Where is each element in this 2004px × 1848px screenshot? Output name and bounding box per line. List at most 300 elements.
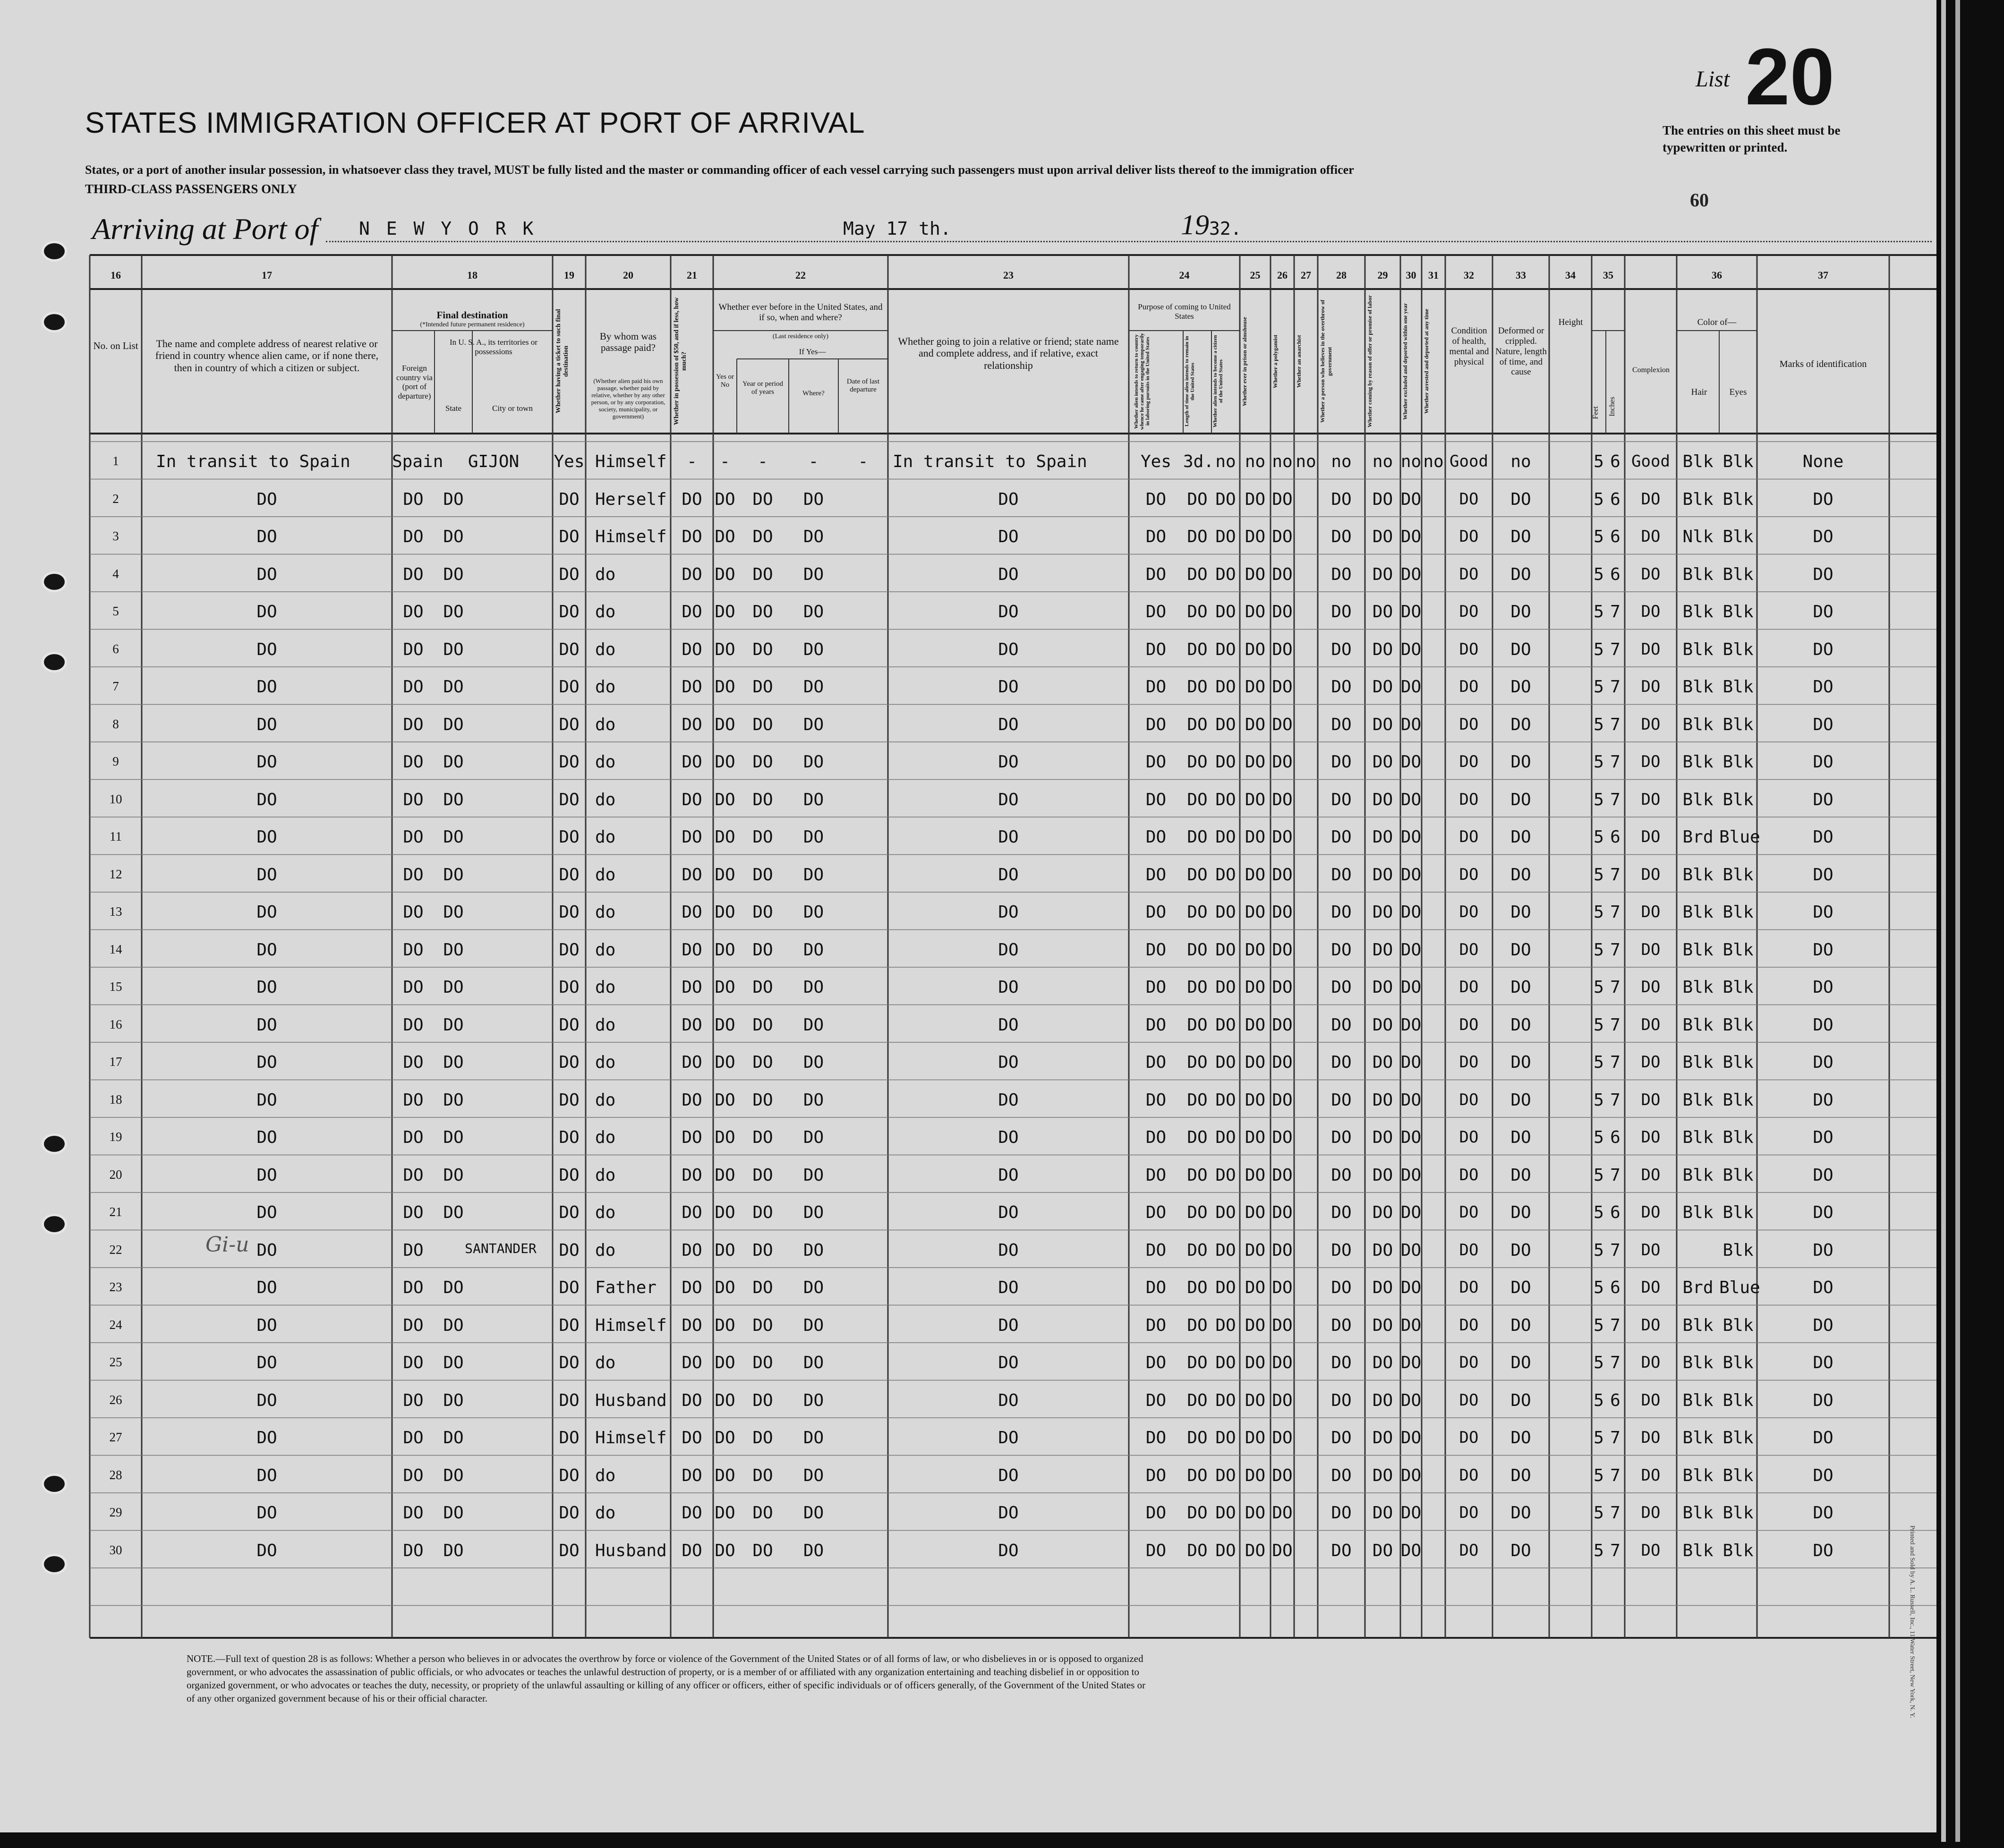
cell-destination-state: DO (443, 752, 464, 772)
cell-prison: DO (1245, 790, 1266, 809)
cell-overthrow: DO (1331, 978, 1352, 997)
cell-before-where: DO (803, 827, 824, 847)
header-final-destination: Final destination (436, 309, 508, 321)
cell-join-relative: DO (998, 1278, 1019, 1297)
cell-fifty-dollars: DO (682, 1278, 702, 1297)
cell-before-where: DO (803, 1315, 824, 1335)
cell-before-yes-no: DO (715, 790, 735, 809)
cell-before-where: DO (803, 1428, 824, 1448)
cell-prison: DO (1245, 1428, 1266, 1448)
cell-purpose-return: DO (1145, 1353, 1167, 1372)
cell-purpose-length: DO (1187, 827, 1208, 847)
cell-before-where: DO (803, 865, 824, 885)
cell-polygamist: DO (1272, 1053, 1293, 1072)
cell-foreign-country: DO (403, 564, 424, 584)
cell-excluded: DO (1400, 827, 1422, 847)
cell-hair-color: Blk (1682, 1541, 1714, 1560)
cell-overthrow: DO (1331, 752, 1352, 772)
cell-before-where: DO (803, 1015, 824, 1035)
cell-before-yes-no: DO (715, 715, 735, 734)
cell-ticket: DO (559, 1090, 580, 1110)
cell-join-relative: DO (998, 1053, 1019, 1072)
cell-identification-marks: DO (1813, 1465, 1833, 1485)
cell-height-feet: 5 (1594, 940, 1604, 960)
cell-fifty-dollars: DO (682, 790, 702, 809)
cell-health: DO (1459, 1128, 1479, 1147)
cell-eye-color: Blk (1723, 1465, 1754, 1485)
cell-prison: DO (1245, 978, 1266, 997)
header-if-yes: If Yes— (799, 347, 826, 356)
cell-polygamist: DO (1272, 790, 1293, 809)
cell-destination-state: DO (443, 489, 464, 509)
cell-purpose-length: DO (1187, 677, 1208, 697)
cell-foreign-country: DO (403, 1165, 424, 1185)
cell-ticket: DO (559, 865, 580, 885)
cell-passage-paid-by: do (595, 1353, 616, 1372)
cell-complexion: DO (1641, 1090, 1661, 1109)
cell-before-period: DO (752, 639, 773, 659)
cell-excluded: DO (1400, 1541, 1422, 1560)
cell-purpose-length: DO (1187, 978, 1208, 997)
cell-before-yes-no: DO (715, 1240, 735, 1260)
cell-join-relative: DO (998, 1240, 1019, 1260)
cell-excluded: DO (1400, 903, 1422, 922)
cell-before-period: DO (752, 1428, 773, 1448)
cell-purpose-citizen: DO (1215, 1128, 1236, 1147)
cell-polygamist: DO (1272, 978, 1293, 997)
cell-height-inches: 7 (1610, 1465, 1620, 1485)
header-date-departure: Date of last departure (846, 378, 880, 394)
cell-passage-paid-by: do (595, 602, 616, 622)
cell-complexion: DO (1641, 827, 1661, 846)
cell-join-relative: DO (998, 1503, 1019, 1523)
list-label: List (1696, 67, 1730, 92)
cell-passage-paid-by: do (595, 1128, 616, 1147)
cell-height-inches: 7 (1610, 903, 1620, 922)
cell-deformed: DO (1510, 752, 1531, 772)
cell-before-period: DO (752, 1128, 773, 1147)
cell-foreign-country: DO (403, 827, 424, 847)
cell-labor-offer: DO (1372, 715, 1393, 734)
cell-health: DO (1459, 1428, 1479, 1447)
cell-polygamist: DO (1272, 527, 1293, 546)
cell-arrested: no (1423, 452, 1444, 471)
cell-deformed: DO (1510, 1165, 1531, 1185)
cell-before-yes-no: DO (715, 1428, 735, 1448)
cell-destination-state: DO (443, 1503, 464, 1523)
cell-relative-address: DO (256, 1541, 277, 1560)
cell-relative-address: DO (256, 1128, 277, 1147)
cell-eye-color: Blue (1719, 1278, 1760, 1297)
cell-foreign-country: DO (403, 489, 424, 509)
cell-join-relative: DO (998, 1015, 1019, 1035)
cell-ticket: DO (559, 639, 580, 659)
cell-health: DO (1459, 489, 1479, 509)
cell-height-feet: 5 (1594, 1015, 1604, 1035)
cell-join-relative: DO (998, 1428, 1019, 1448)
cell-complexion: DO (1641, 1390, 1661, 1410)
header-question-29: Whether coming by reason of offer or promise of labor (1366, 295, 1373, 427)
row-number: 13 (109, 904, 122, 919)
row-number: 10 (109, 792, 122, 806)
header-height: Height (1558, 317, 1583, 327)
cell-before-period: DO (752, 1315, 773, 1335)
cell-deformed: DO (1510, 790, 1531, 809)
cell-health: DO (1459, 602, 1479, 621)
column-number: 24 (1179, 269, 1190, 281)
cell-fifty-dollars: DO (682, 1203, 702, 1222)
cell-ticket: DO (559, 1541, 580, 1560)
cell-height-inches: 6 (1610, 1278, 1620, 1297)
cell-hair-color: Blk (1682, 1428, 1714, 1448)
row-number: 5 (112, 604, 119, 618)
cell-polygamist: DO (1272, 1165, 1293, 1185)
cell-hair-color: Blk (1682, 752, 1714, 772)
cell-relative-address: DO (256, 865, 277, 885)
cell-excluded: no (1400, 452, 1422, 471)
cell-foreign-country: DO (403, 903, 424, 922)
cell-ticket: DO (559, 1203, 580, 1222)
cell-relative-address: DO (256, 1353, 277, 1372)
cell-deformed: DO (1510, 489, 1531, 509)
cell-hair-color: Blk (1682, 489, 1714, 509)
cell-excluded: DO (1400, 527, 1422, 546)
cell-health: DO (1459, 1165, 1479, 1184)
cell-passage-paid-by: do (595, 940, 616, 960)
cell-passage-paid-by: do (595, 715, 616, 734)
cell-before-period: - (758, 452, 768, 471)
cell-foreign-country: DO (403, 1278, 424, 1297)
cell-height-inches: 7 (1610, 1053, 1620, 1072)
cell-before-period: DO (752, 1278, 773, 1297)
cell-before-yes-no: DO (715, 903, 735, 922)
cell-polygamist: DO (1272, 639, 1293, 659)
cell-overthrow: DO (1331, 489, 1352, 509)
cell-foreign-country: DO (403, 602, 424, 622)
cell-purpose-length: DO (1187, 940, 1208, 960)
cell-polygamist: DO (1272, 940, 1293, 960)
cell-before-period: DO (752, 940, 773, 960)
cell-height-inches: 7 (1610, 978, 1620, 997)
cell-foreign-country: DO (403, 1503, 424, 1523)
cell-purpose-citizen: DO (1215, 1315, 1236, 1335)
cell-prison: DO (1245, 1465, 1266, 1485)
cell-excluded: DO (1400, 1165, 1422, 1185)
cell-complexion: DO (1641, 1128, 1661, 1147)
cell-purpose-citizen: DO (1215, 1353, 1236, 1372)
cell-excluded: DO (1400, 564, 1422, 584)
header-passage-paid: By whom was passage paid? (599, 331, 657, 354)
cell-foreign-country: DO (403, 1315, 424, 1335)
cell-labor-offer: DO (1372, 639, 1393, 659)
cell-excluded: DO (1400, 790, 1422, 809)
cell-purpose-length: DO (1187, 715, 1208, 734)
cell-fifty-dollars: DO (682, 978, 702, 997)
cell-fifty-dollars: DO (682, 677, 702, 697)
cell-eye-color: Blue (1719, 827, 1760, 847)
cell-ticket: DO (559, 1165, 580, 1185)
cell-passage-paid-by: do (595, 1053, 616, 1072)
header-state: State (445, 404, 461, 413)
header-foreign-country: Foreign country via (port of departure) (396, 364, 433, 400)
cell-height-inches: 6 (1610, 489, 1620, 509)
cell-ticket: DO (559, 489, 580, 509)
cell-identification-marks: DO (1813, 677, 1833, 697)
cell-hair-color: Blk (1682, 1165, 1714, 1185)
cell-health: DO (1459, 1315, 1479, 1335)
cell-polygamist: DO (1272, 1090, 1293, 1110)
column-number: 32 (1464, 269, 1474, 281)
row-number: 18 (109, 1092, 122, 1107)
cell-ticket: DO (559, 677, 580, 697)
cell-overthrow: DO (1331, 602, 1352, 622)
cell-relative-address: DO (256, 1315, 277, 1335)
cell-before-period: DO (752, 1390, 773, 1410)
cell-before-where: DO (803, 489, 824, 509)
header-no-on-list: No. on List (93, 340, 138, 351)
cell-excluded: DO (1400, 602, 1422, 622)
row-number: 16 (109, 1017, 122, 1031)
cell-fifty-dollars: DO (682, 1428, 702, 1448)
cell-prison: DO (1245, 1390, 1266, 1410)
cell-height-inches: 7 (1610, 1315, 1620, 1335)
cell-before-period: DO (752, 602, 773, 622)
cell-height-inches: 6 (1610, 564, 1620, 584)
cell-complexion: DO (1641, 527, 1661, 546)
cell-height-feet: 5 (1594, 1203, 1604, 1222)
cell-purpose-citizen: DO (1215, 1465, 1236, 1485)
cell-eye-color: Blk (1723, 602, 1754, 622)
cell-before-yes-no: DO (715, 1090, 735, 1110)
cell-purpose-length: DO (1187, 602, 1208, 622)
cell-join-relative: DO (998, 827, 1019, 847)
cell-ticket: DO (559, 790, 580, 809)
cell-eye-color: Blk (1723, 564, 1754, 584)
cell-foreign-country: DO (403, 790, 424, 809)
cell-height-feet: 5 (1594, 752, 1604, 772)
cell-complexion: DO (1641, 1353, 1661, 1372)
cell-height-inches: 6 (1610, 1390, 1620, 1410)
cell-before-where: DO (803, 677, 824, 697)
cell-purpose-return: DO (1145, 1165, 1167, 1185)
cell-purpose-return: DO (1145, 527, 1167, 546)
cell-purpose-citizen: DO (1215, 1015, 1236, 1035)
cell-eye-color: Blk (1723, 527, 1754, 546)
cell-labor-offer: DO (1372, 1128, 1393, 1147)
cell-deformed: DO (1510, 1541, 1531, 1560)
cell-overthrow: DO (1331, 1240, 1352, 1260)
cell-destination-state: SANTANDER (465, 1240, 537, 1256)
cell-labor-offer: DO (1372, 1015, 1393, 1035)
cell-ticket: DO (559, 1315, 580, 1335)
cell-before-where: DO (803, 564, 824, 584)
cell-before-where: DO (803, 1053, 824, 1072)
cell-before-yes-no: DO (715, 564, 735, 584)
cell-hair-color: Blk (1682, 1353, 1714, 1372)
cell-join-relative: DO (998, 752, 1019, 772)
cell-labor-offer: DO (1372, 903, 1393, 922)
column-number: 23 (1003, 269, 1014, 281)
cell-height-feet: 5 (1594, 1315, 1604, 1335)
cell-before-where: DO (803, 1541, 824, 1560)
header-question-26: Whether a polygamist (1272, 334, 1279, 388)
cell-height-inches: 6 (1610, 452, 1620, 471)
cell-fifty-dollars: DO (682, 1390, 702, 1410)
cell-eye-color: Blk (1723, 452, 1754, 471)
cell-deformed: DO (1510, 1053, 1531, 1072)
cell-health: DO (1459, 940, 1479, 959)
cell-ticket: DO (559, 527, 580, 546)
cell-purpose-length: DO (1187, 1503, 1208, 1523)
cell-foreign-country: DO (403, 1390, 424, 1410)
cell-labor-offer: DO (1372, 1278, 1393, 1297)
page-title: STATES IMMIGRATION OFFICER AT PORT OF ARRIVAL (85, 107, 865, 139)
cell-polygamist: DO (1272, 564, 1293, 584)
cell-identification-marks: DO (1813, 865, 1833, 885)
cell-passage-paid-by: do (595, 564, 616, 584)
arriving-label: Arriving at Port of (92, 212, 318, 246)
cell-height-inches: 7 (1610, 1165, 1620, 1185)
cell-identification-marks: DO (1813, 790, 1833, 809)
header-nearest-relative: The name and complete address of nearest relative or friend in country whence alien came, or if none there, then in country of which a citizen or subject. (155, 338, 379, 374)
cell-polygamist: DO (1272, 1203, 1293, 1222)
cell-purpose-length: DO (1187, 903, 1208, 922)
cell-ticket: DO (559, 1015, 580, 1035)
row-number: 6 (112, 641, 119, 656)
cell-eye-color: Blk (1723, 1353, 1754, 1372)
cell-height-feet: 5 (1594, 1053, 1604, 1072)
cell-identification-marks: DO (1813, 1278, 1833, 1297)
header-final-dest-note: (*Intended future permanent residence) (420, 321, 525, 328)
cell-purpose-length: DO (1187, 489, 1208, 509)
cell-before-yes-no: DO (715, 1541, 735, 1560)
cell-relative-address: DO (256, 1090, 277, 1110)
header-feet: Feet (1592, 406, 1600, 419)
cell-before-yes-no: DO (715, 978, 735, 997)
cell-ticket: DO (559, 827, 580, 847)
cell-foreign-country: DO (403, 1203, 424, 1222)
cell-labor-offer: DO (1372, 489, 1393, 509)
cell-eye-color: Blk (1723, 1053, 1754, 1072)
cell-overthrow: DO (1331, 564, 1352, 584)
cell-relative-address: DO (256, 639, 277, 659)
row-number: 26 (109, 1392, 122, 1407)
cell-purpose-citizen: DO (1215, 715, 1236, 734)
class-line: THIRD-CLASS PASSENGERS ONLY (85, 182, 297, 196)
cell-complexion: Good (1631, 452, 1670, 471)
header-question-28: Whether a person who believes in the overthrow of government (1319, 299, 1333, 423)
cell-before-period: DO (752, 1090, 773, 1110)
cell-height-feet: 5 (1594, 1128, 1604, 1147)
cell-before-period: DO (752, 865, 773, 885)
cell-relative-address: DO (256, 1053, 277, 1072)
cell-overthrow: DO (1331, 1053, 1352, 1072)
cell-before-yes-no: DO (715, 1465, 735, 1485)
cell-before-yes-no: DO (715, 1503, 735, 1523)
cell-passage-paid-by: do (595, 1503, 616, 1523)
column-number: 22 (795, 269, 806, 281)
cell-join-relative: DO (998, 790, 1019, 809)
cell-before-where: DO (803, 940, 824, 960)
cell-purpose-return: DO (1145, 677, 1167, 697)
cell-polygamist: DO (1272, 903, 1293, 922)
cell-health: DO (1459, 1465, 1479, 1485)
cell-eye-color: Blk (1723, 752, 1754, 772)
cell-purpose-length: DO (1187, 564, 1208, 584)
cell-health: DO (1459, 715, 1479, 734)
cell-join-relative: DO (998, 1128, 1019, 1147)
cell-labor-offer: DO (1372, 527, 1393, 546)
cell-passage-paid-by: Husband (595, 1390, 667, 1410)
cell-before-yes-no: DO (715, 1278, 735, 1297)
cell-deformed: DO (1510, 827, 1531, 847)
cell-deformed: DO (1510, 1390, 1531, 1410)
cell-before-period: DO (752, 1015, 773, 1035)
cell-purpose-length: DO (1187, 1203, 1208, 1222)
cell-before-period: DO (752, 1465, 773, 1485)
header-eyes: Eyes (1729, 387, 1747, 397)
cell-purpose-length: DO (1187, 790, 1208, 809)
column-number: 19 (564, 269, 574, 281)
cell-hair-color: Blk (1682, 1203, 1714, 1222)
header-usa: In U. S. A., its territories or possessions (449, 338, 538, 356)
cell-identification-marks: DO (1813, 978, 1833, 997)
cell-join-relative: DO (998, 1390, 1019, 1410)
cell-eye-color: Blk (1723, 1015, 1754, 1035)
year-prefix: 19 (1181, 209, 1209, 240)
cell-destination-state: DO (443, 1315, 464, 1335)
cell-labor-offer: DO (1372, 1503, 1393, 1523)
cell-overthrow: DO (1331, 1090, 1352, 1110)
cell-foreign-country: DO (403, 752, 424, 772)
cell-labor-offer: DO (1372, 1465, 1393, 1485)
cell-purpose-citizen: DO (1215, 1428, 1236, 1448)
cell-eye-color: Blk (1723, 1128, 1754, 1147)
cell-before-where: DO (803, 1465, 824, 1485)
cell-prison: DO (1245, 1503, 1266, 1523)
cell-destination-state: DO (443, 978, 464, 997)
cell-complexion: DO (1641, 1053, 1661, 1072)
cell-labor-offer: no (1372, 452, 1393, 471)
cell-purpose-citizen: DO (1215, 1390, 1236, 1410)
cell-deformed: DO (1510, 639, 1531, 659)
cell-eye-color: Blk (1723, 1390, 1754, 1410)
cell-relative-address: DO (256, 827, 277, 847)
cell-hair-color: Blk (1682, 564, 1714, 584)
row-number: 25 (109, 1355, 122, 1369)
cell-join-relative: DO (998, 715, 1019, 734)
cell-deformed: DO (1510, 1503, 1531, 1523)
cell-height-feet: 5 (1594, 677, 1604, 697)
cell-labor-offer: DO (1372, 1541, 1393, 1560)
cell-destination-state: DO (443, 1465, 464, 1485)
cell-height-inches: 6 (1610, 1203, 1620, 1222)
cell-overthrow: DO (1331, 1541, 1352, 1560)
cell-fifty-dollars: DO (682, 827, 702, 847)
cell-fifty-dollars: DO (682, 639, 702, 659)
cell-excluded: DO (1400, 1015, 1422, 1035)
printer-credit: Printed and Sold by A. L. Russell, Inc., 11 Water Street, New York, N. Y. (1909, 1525, 1916, 1718)
page-subtitle: States, or a port of another insular possession, in whatsoever class they travel, MUST be fully listed and the master or commanding officer of each vessel carrying such passengers must upon arrival deliver lists thereof to the immigration officer (85, 163, 1354, 177)
cell-relative-address: DO (256, 564, 277, 584)
column-number: 28 (1336, 269, 1347, 281)
cell-eye-color: Blk (1723, 940, 1754, 960)
cell-purpose-citizen: DO (1215, 752, 1236, 772)
cell-destination-state: DO (443, 1353, 464, 1372)
cell-before-yes-no: DO (715, 527, 735, 546)
cell-purpose-return: DO (1145, 790, 1167, 809)
cell-before-yes-no: DO (715, 865, 735, 885)
